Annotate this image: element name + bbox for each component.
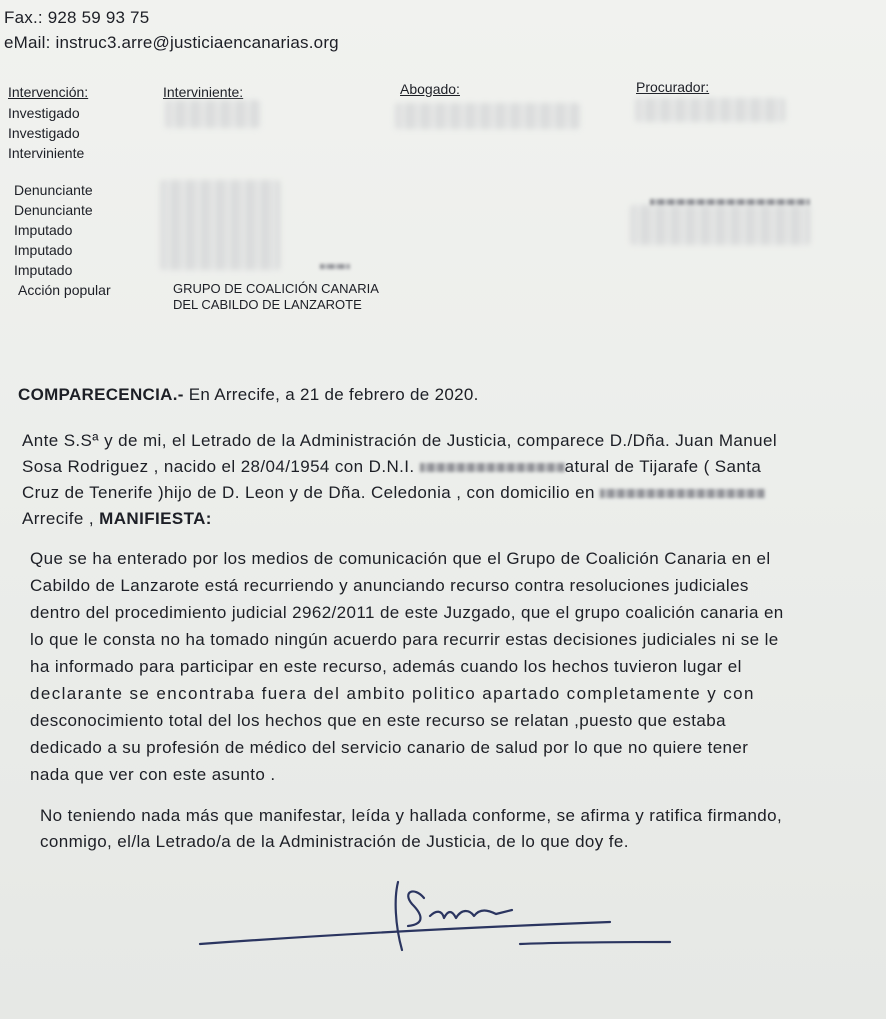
redacted-address (600, 489, 765, 498)
redacted-dni (420, 463, 565, 472)
accion-popular-party: GRUPO DE COALICIÓN CANARIA DEL CABILDO DE LANZAROTE (173, 281, 379, 312)
intro-line-4a: Arrecife , (22, 509, 95, 528)
role-item: Denunciante (14, 182, 93, 198)
statement-line: dedicado a su profesión de médico del servicio canario de salud por lo que no quiere tener (30, 738, 749, 757)
email-address: eMail: instruc3.arre@justiciaencanarias.org (4, 33, 339, 52)
redacted-procurador (635, 98, 785, 122)
col-procurador: Procurador: (636, 79, 710, 95)
redacted-mark (320, 264, 350, 269)
handwritten-signature (190, 870, 680, 960)
intro-line-4 (22, 506, 872, 532)
closing-paragraph (40, 803, 880, 855)
intro-line-1: Ante S.Sª y de mi, el Letrado de la Administración de Justicia, comparece D./Dña. Juan Manuel (22, 431, 778, 450)
role-item: Investigado (8, 125, 80, 141)
redacted-denunciantes (160, 180, 280, 270)
statement-line: ha informado para participar en este recurso, además cuando los hechos tuvieron lugar el (30, 657, 742, 676)
comparecencia-line (18, 385, 479, 405)
closing-line: conmigo, el/la Letrado/a de la Administración de Justicia, de lo que doy fe. (40, 832, 629, 851)
manifiesta-label: MANIFIESTA: (99, 509, 212, 528)
redacted-line (650, 199, 810, 205)
role-item: Interviniente (8, 145, 85, 161)
col-abogado: Abogado: (400, 81, 460, 97)
role-item: Imputado (14, 242, 73, 258)
comparecencia-heading: COMPARECENCIA.- (18, 385, 184, 404)
signature-stroke (520, 942, 670, 944)
signature-stroke (200, 922, 610, 944)
role-item: Imputado (14, 222, 73, 238)
role-item: Denunciante (14, 202, 93, 218)
redacted-lawyer (395, 103, 580, 129)
role-item: Imputado (14, 262, 73, 278)
roles-top-list (8, 103, 84, 163)
statement-line: dentro del procedimiento judicial 2962/2011 de este Juzgado, que el grupo coalición canaria en (30, 603, 784, 622)
statement-line: declarante se encontraba fuera del ambito politico apartado completamente y con (30, 684, 755, 703)
col-interviniente: Interviniente: (163, 84, 244, 100)
role-item: Acción popular (18, 282, 111, 298)
signature-stroke (430, 910, 512, 918)
intro-line-2b: atural de Tijarafe ( Santa (564, 457, 762, 476)
intro-line-2 (22, 454, 872, 480)
statement-line: Que se ha enterado por los medios de comunicación que el Grupo de Coalición Canaria en el (30, 549, 771, 568)
fax-number: Fax.: 928 59 93 75 (4, 8, 150, 27)
statement-paragraph (30, 545, 875, 788)
roles-bottom-list (14, 180, 111, 300)
col-intervencion: Intervención: (8, 84, 89, 100)
closing-line: No teniendo nada más que manifestar, leída y hallada conforme, se afirma y ratifica firmando, (40, 806, 783, 825)
place-date: En Arrecife, a 21 de febrero de 2020. (188, 385, 479, 404)
statement-line: nada que ver con este asunto . (30, 765, 276, 784)
redacted-procurador-2 (630, 205, 810, 245)
intro-line-3a: Cruz de Tenerife )hijo de D. Leon y de Dña. Celedonia , con domicilio en (22, 483, 595, 502)
statement-line: Cabildo de Lanzarote está recurriendo y anunciando recurso contra resoluciones judiciales (30, 576, 749, 595)
signature-stroke (396, 882, 402, 950)
redacted-name (165, 100, 260, 128)
role-item: Investigado (8, 105, 80, 121)
intro-paragraph (22, 428, 872, 532)
statement-line: lo que le consta no ha tomado ningún acuerdo para recurrir estas decisiones judiciales ni se le (30, 630, 779, 649)
intro-line-3 (22, 480, 872, 506)
statement-line: desconocimiento total del los hechos que en este recurso se relatan ,puesto que estaba (30, 711, 726, 730)
intro-line-2a: Sosa Rodriguez , nacido el 28/04/1954 con D.N.I. (22, 457, 415, 476)
signature-stroke (408, 891, 424, 926)
